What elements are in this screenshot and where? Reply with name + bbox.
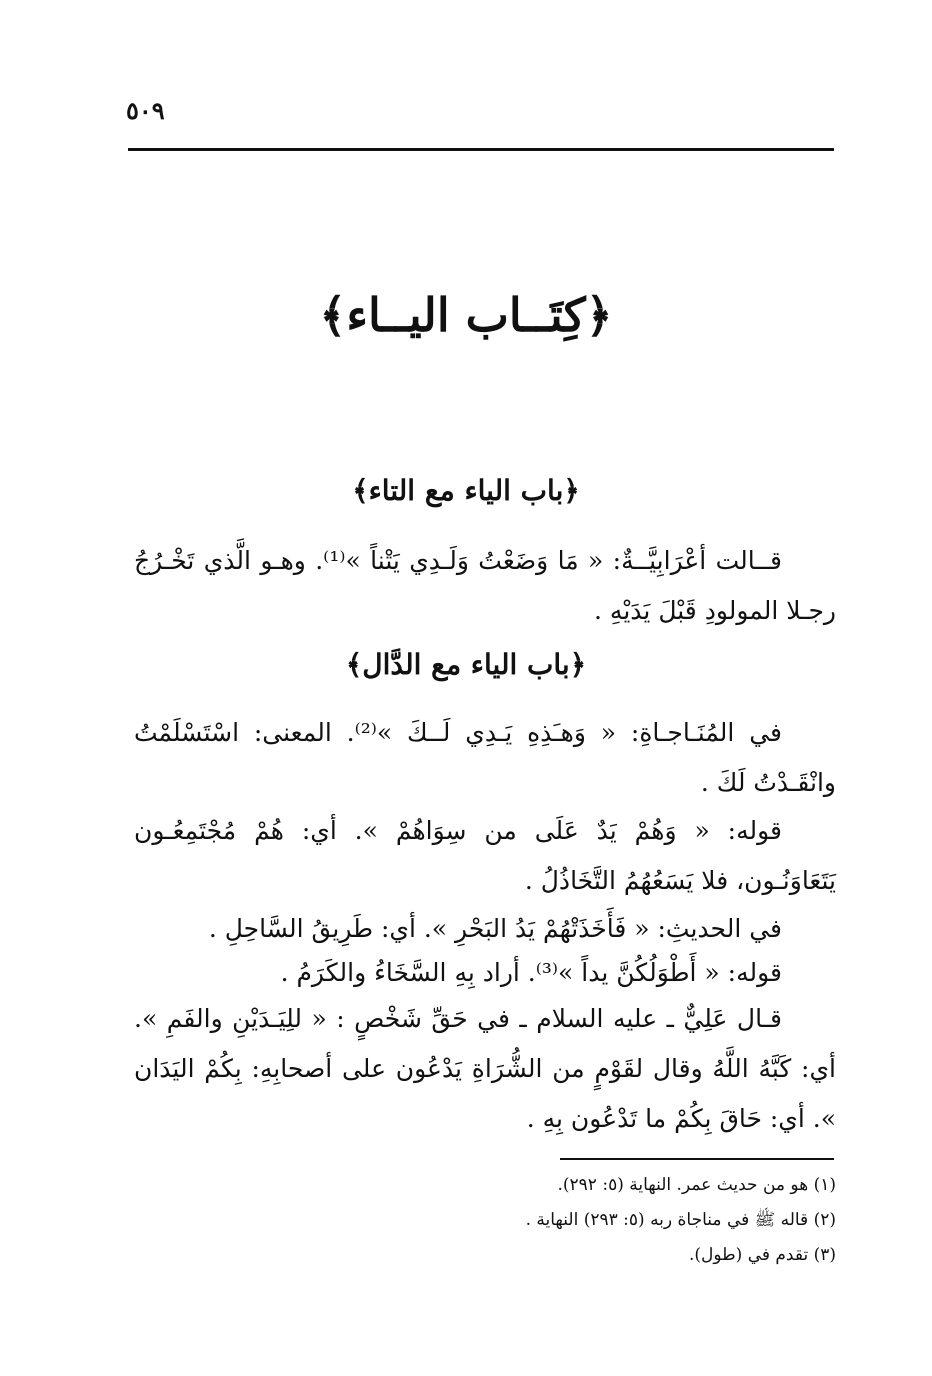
footnote-2: (٢) قاله ﷺ في مناجاة ربه (٥: ٢٩٣) النهاية . [525, 1210, 836, 1230]
paragraph: في الحديثِ: « فَأَخَذَتْهُمْ يَدُ البَحْرِ ». أي: طَرِيقُ السَّاحِلِ . [208, 914, 782, 943]
section-heading-ya-ta: ﴿باب الياء مع التاء﴾ [352, 474, 580, 507]
paragraph: في المُنَـاجـاةِ: « وَهـَذِهِ يَـدِي لَــكَ »⁽²⁾. المعنى: اسْتَسْلَمْتُ وانْقَـدْتُ لَكَ . [134, 718, 836, 797]
footnotes [300, 1168, 836, 1273]
paragraph: قـال عَلِيٌّ ـ عليه السلام ـ في حَقِّ شَخْصٍ : « للِيَـدَيْنِ والفَمِ ». أي: كَبَّهُ اللَّهُ وقال لقَوْمٍ من الشُّرَاةِ يَدْعُون على أصحابِهِ: بِكُمْ اليَدَان ». أي: حَاقَ بِكُمْ ما تَدْعُون بِهِ . [134, 1004, 836, 1133]
section-heading-ya-dal: ﴿باب الياء مع الدَّال﴾ [345, 648, 587, 681]
paragraph: قــالت أعْرَابِيَّــةٌ: « مَا وَضَعْتُ وَلَـدِي يَتْناً »⁽¹⁾. وهـو الَّذي تَخْـرُجُ رجـلا المولودِ قَبْلَ يَدَيْهِ . [134, 546, 836, 625]
footnote-3: (٣) تقدم في (طول). [688, 1245, 836, 1265]
page-number: ٥٠٩ [126, 96, 165, 125]
paragraph: قوله: « أَطْوَلُكُنَّ يداً »⁽³⁾. أراد بِهِ السَّخَاءُ والكَرَمُ . [280, 958, 782, 987]
footnote-1: (١) هو من حديث عمر. النهاية (٥: ٢٩٢). [557, 1175, 836, 1195]
footnote-rule [560, 1158, 834, 1160]
book-title: ﴿كِتَــاب اليــاء﴾ [319, 288, 613, 342]
paragraph: قوله: « وَهُمْ يَدٌ عَلَى من سِوَاهُمْ ». أي: هُمْ مُجْتَمِعُـون يَتَعَاوَنُـون، فلا يَسَعُهُمُ التَّخَاذُلُ . [134, 816, 836, 895]
header-rule [128, 148, 834, 151]
